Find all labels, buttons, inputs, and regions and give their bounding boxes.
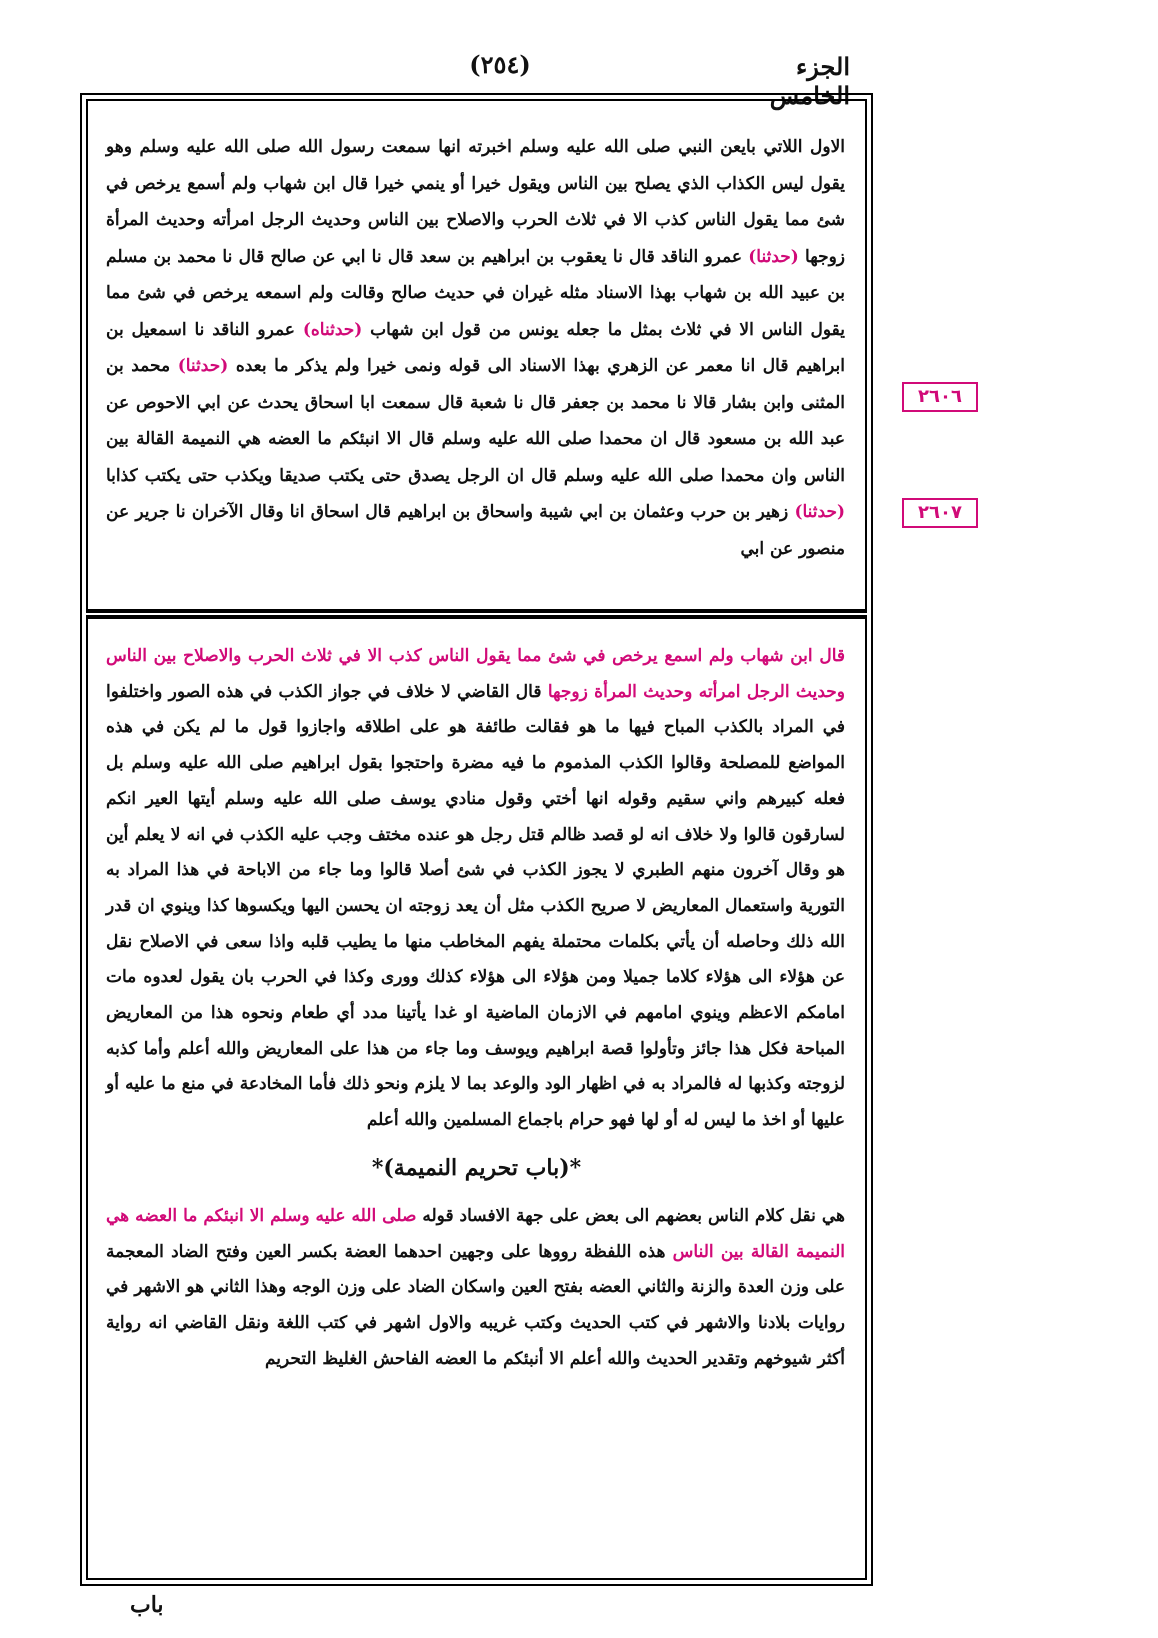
text-segment: قال القاضي لا خلاف في جواز الكذب في هذه الصور واختلفوا في المراد بالكذب المباح فيها ما هو فقالت طائفة هو على اطلاقه واجازوا قول ما لم يكن في هذه المواضع للمصلحة وقالوا الكذب المذموم ما فيه مضرة واحتجوا بقول ابراهيم صلى الله عليه وسلم بل فعله كبيرهم واني سقيم وقوله انها أختي وقول منادي يوسف صلى الله عليه وسلم أيتها العير انكم لسارقون قالوا ولا خلاف انه لو قصد ظالم قتل رجل هو عنده مختف وجب عليه الكذب في انه لا يعلم أين هو وقال آخرون منهم الطبري لا يجوز الكذب في شئ أصلا قالوا وما جاء من الاباحة في هذا المراد به التورية واستعمال المعاريض لا صريح الكذب مثل أن يعد زوجته ان يحسن اليها ويكسوها كذا وينوي ان قدر الله ذلك وحاصله أن يأتي بكلمات محتملة يفهم المخاطب منها ما يطيب قلبه واذا سعى في الاصلاح نقل عن هؤلاء الى هؤلاء كلاما جميلا ومن هؤلاء الى هؤلاء كذلك وورى وكذا في الحرب بان يقول لعدوه مات امامكم الاعظم وينوي امامهم في الازمان الماضية او غدا يأتينا مدد أي طعام ونحوه هذا من المعاريض المباحة فكل هذا جائز وتأولوا قصة ابراهيم ويوسف وما جاء من هذا على المعاريض والله أعلم وأما كذبه لزوجته وكذبها له فالمراد به في اظهار الود والوعد بما لا يلزم ونحو ذلك فأما المخادعة في منع ما عليه أو عليها أو اخذ ما ليس له أو لها فهو حرام باجماع المسلمين والله أعلم xyxy=(106,681,845,1131)
highlighted-text: صلى الله عليه وسلم الا انبئكم ما العضه هي النميمة القالة بين الناس xyxy=(106,1205,845,1262)
hadith-text xyxy=(88,101,865,567)
hadith-number-marker: ٢٦٠٦ xyxy=(902,382,978,412)
text-segment: هذه اللفظة رووها على وجهين احدهما العضة بكسر العين وفتح الضاد المعجمة على وزن العدة والزنة والثاني العضه بفتح العين واسكان الضاد على وزن الوجه وهذا الثاني هو الاشهر في روايات بلادنا والاشهر في كتب الحديث وكتب غريبه والاول اشهر في كتب اللغة ونقل القاضي انه رواية أكثر شيوخهم وتقدير الحديث والله أعلم الا أنبئكم ما العضه الفاحش الغليظ التحريم xyxy=(106,1241,845,1369)
hadith-number-marker: ٢٦٠٧ xyxy=(902,498,978,528)
highlighted-text: (حدثنا) xyxy=(177,356,229,376)
highlighted-text: (حدثناه) xyxy=(302,319,363,340)
text-segment: الاول اللاتي بايعن النبي صلى الله عليه وسلم اخبرته انها سمعت رسول الله صلى الله عليه وسلم وهو يقول ليس الكذاب الذي يصلح بين الناس ويقول خيرا أو ينمي خيرا قال ابن شهاب ولم أسمع يرخص في شئ مما يقول الناس كذب الا في ثلاث الحرب والاصلاح بين الناس وحديث الرجل امرأته وحديث المرأة زوجها xyxy=(106,137,845,267)
text-segment: محمد بن المثنى وابن بشار قالا نا محمد بن جعفر قال نا شعبة قال سمعت ابا اسحاق يحدث عن ابي الاحوص عن عبد الله بن مسعود قال ان محمدا صلى الله عليه وسلم قال الا انبئكم ما العضه هي النميمة القالة بين الناس وان محمدا صلى الله عليه وسلم قال ان الرجل يصدق حتى يكتب صديقا ويكذب حتى يكتب كذابا xyxy=(106,356,845,486)
text-segment: عمرو الناقد نا اسمعيل بن ابراهيم قال انا معمر عن الزهري بهذا الاسناد الى قوله ونمى خيرا ولم يذكر ما بعده xyxy=(106,319,846,376)
highlighted-text: (حدثنا) xyxy=(794,502,845,522)
highlighted-text: (حدثنا) xyxy=(748,246,799,267)
text-segment: عمرو الناقد قال نا يعقوب بن ابراهيم بن سعد قال نا ابي عن صالح قال نا محمد بن مسلم بن عبيد الله بن شهاب بهذا الاسناد مثله غيران في حديث صالح وقالت ولم اسمعه يرخص في شئ مما يقول الناس الا في ثلاث بمثل ما جعله يونس من قول ابن شهاب xyxy=(106,246,845,340)
part-label: الجزء الخامس xyxy=(769,52,850,110)
catchword: باب xyxy=(130,1592,164,1618)
chapter-heading: *(باب تحريم النميمة)* xyxy=(371,1154,582,1181)
hadith-box xyxy=(86,99,867,611)
text-segment: زهير بن حرب وعثمان بن ابي شيبة واسحاق بن ابراهيم قال اسحاق انا وقال الآخران نا جرير عن منصور عن ابي xyxy=(106,502,845,559)
text-segment: هي نقل كلام الناس بعضهم الى بعض على جهة الافساد قوله xyxy=(416,1205,846,1226)
commentary-paragraph-1 xyxy=(88,619,865,1139)
page-number: (٢٥٤) xyxy=(469,50,531,79)
commentary-paragraph-2 xyxy=(88,1199,865,1378)
commentary-box xyxy=(86,617,867,1580)
highlighted-text: قال ابن شهاب ولم اسمع يرخص في شئ مما يقول الناس كذب الا في ثلاث الحرب والاصلاح بين الناس وحديث الرجل امرأته وحديث المرأة زوجها xyxy=(106,646,845,702)
